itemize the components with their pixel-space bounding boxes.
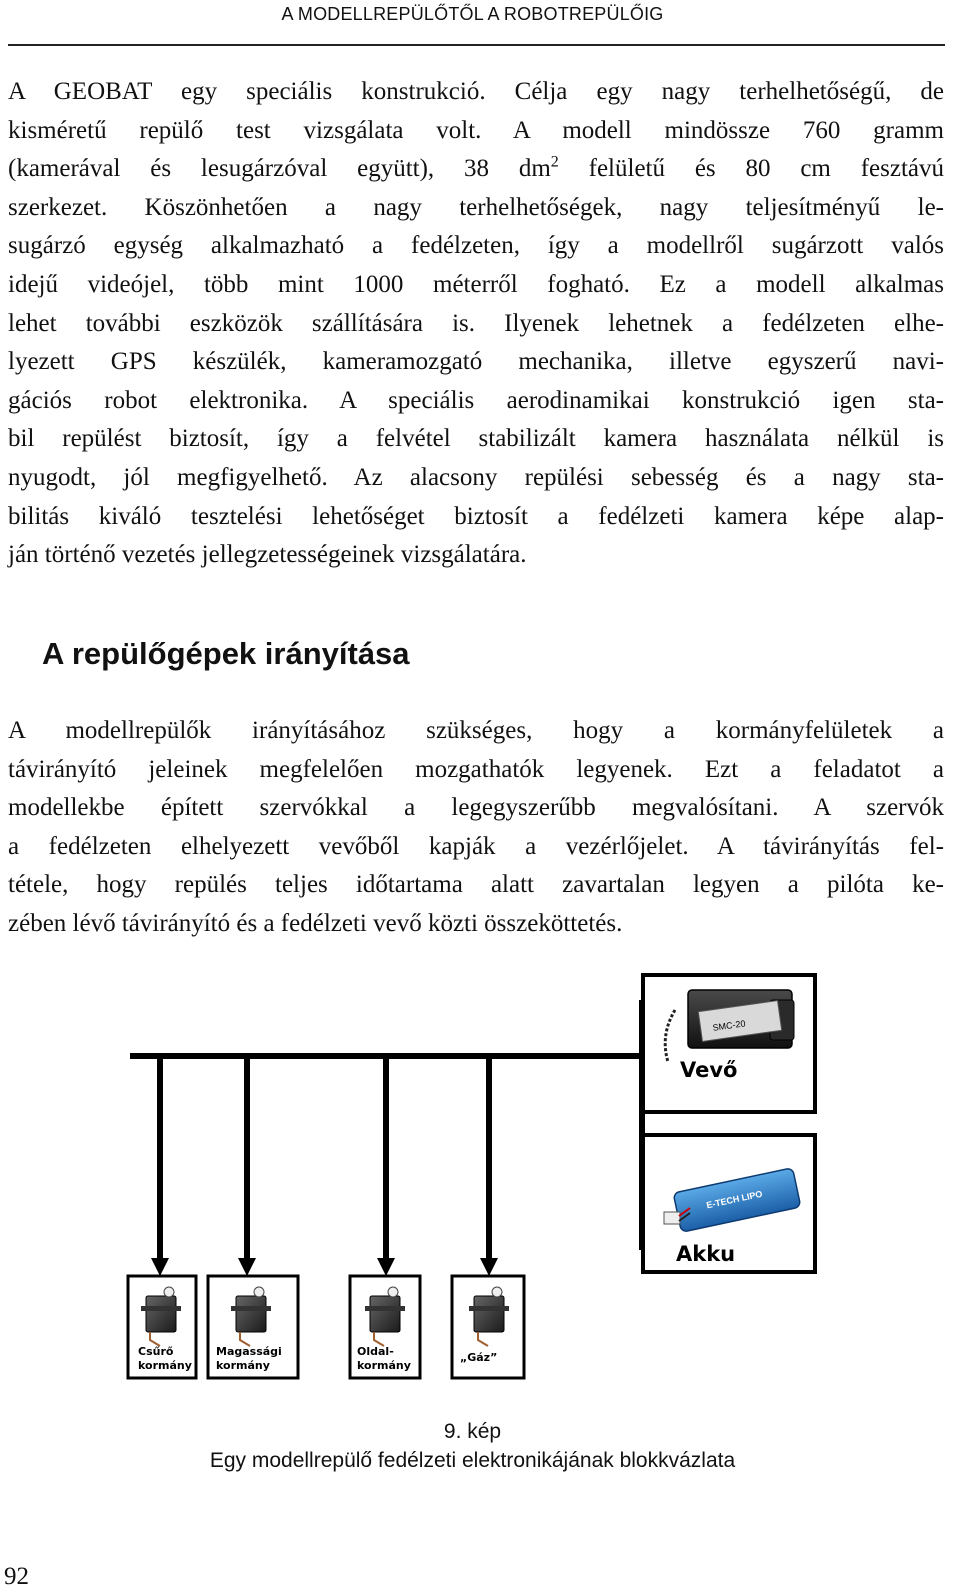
running-head: A MODELLREPÜLŐTŐL A ROBOTREPÜLŐIG	[281, 4, 664, 24]
servo-block-aileron	[128, 1276, 196, 1378]
figure-number: 9. kép	[443, 1420, 502, 1443]
text-line: kisméretű repülő test vizsgálata volt. A modell mindössze 760 gramm	[8, 116, 944, 144]
servo-label-line1: „Gáz”	[460, 1351, 498, 1364]
text-fragment: (kamerával és lesugárzóval együtt), 38 dm	[8, 155, 551, 183]
text-line: gációs robot elektronika. A speciális aerodinamikai konstrukció igen sta-	[8, 386, 944, 414]
section-heading: A repülőgépek irányítása	[42, 636, 410, 671]
receiver-label: Vevő	[680, 1058, 738, 1082]
superscript: 2	[550, 153, 559, 171]
servo-label-line1: Oldal-	[357, 1345, 394, 1358]
text-line: A GEOBAT egy speciális konstrukció. Célja egy nagy terhelhetőségű, de	[8, 78, 944, 105]
text-line: zében lévő távirányító és a fedélzeti vevő közti összeköttetés.	[8, 909, 623, 937]
text-line: nyugodt, jól megfigyelhető. Az alacsony repülési sebesség és a nagy sta-	[8, 463, 944, 491]
servo-label-line2: kormány	[138, 1359, 192, 1372]
signal-arrows	[151, 1056, 498, 1276]
text-line: idejű videójel, több mint 1000 méterről fogható. Ez a modell alkalmas	[8, 270, 944, 298]
text-line: lyezett GPS készülék, kameramozgató mechanika, illetve egyszerű navi-	[8, 348, 944, 376]
servo-label-line2: kormány	[216, 1359, 270, 1372]
servo-block-throttle	[452, 1276, 524, 1378]
paragraph-control	[8, 712, 944, 944]
battery-device-text: E-TECH LIPO	[705, 1188, 764, 1211]
servo-label-line1: Csűrő	[138, 1345, 174, 1358]
text-fragment: felületű és 80 cm fesztávú	[558, 155, 945, 183]
block-diagram	[0, 950, 960, 1420]
text-line: sugárzó egység alkalmazható a fedélzeten, így a modellről sugárzott valós	[8, 232, 944, 260]
servo-label-line2: kormány	[357, 1359, 411, 1372]
battery-block	[643, 1135, 815, 1272]
text-line: modellekbe épített szervókkal a legegyszerűbb megvalósítani. A szervók	[8, 794, 944, 822]
page-number: 92	[4, 1563, 29, 1590]
battery-label: Akku	[676, 1242, 736, 1266]
text-line: szerkezet. Köszönhetően a nagy terhelhetőségek, nagy teljesítményű le-	[8, 193, 944, 221]
text-line: ján történő vezetés jellegzetességeinek vizsgálatára.	[8, 541, 527, 569]
text-line: tétele, hogy repülés teljes időtartama alatt zavartalan legyen a pilóta ke-	[8, 871, 944, 899]
text-line: A modellrepülők irányításához szükséges, hogy a kormányfelületek a	[8, 717, 944, 744]
paragraph-geobat	[8, 73, 944, 575]
receiver-block	[643, 975, 815, 1112]
text-line: a fedélzeten elhelyezett vevőből kapják a vezérlőjelet. A távirányítás fel-	[8, 832, 944, 860]
servo-label-line1: Magassági	[216, 1345, 282, 1358]
header-rule	[8, 44, 945, 46]
text-line: bil repülést biztosít, így a felvétel stabilizált kamera használata nélkül is	[8, 425, 944, 453]
text-line: távirányító jeleinek megfelelően mozgathatók legyenek. Ezt a feladatot a	[8, 755, 944, 783]
text-line: bilitás kiváló tesztelési lehetőséget biztosít a fedélzeti kamera képe alap-	[8, 502, 944, 530]
text-line: lehet további eszközök szállítására is. Ilyenek lehetnek a fedélzeten elhe-	[8, 309, 944, 337]
servo-block-elevator	[208, 1276, 298, 1378]
figure-caption: Egy modellrepülő fedélzeti elektronikájának blokkvázlata	[209, 1449, 736, 1472]
receiver-device-text: SMC-20	[711, 1018, 747, 1033]
servo-block-rudder	[350, 1276, 420, 1378]
text-line-with-superscript	[8, 150, 944, 189]
